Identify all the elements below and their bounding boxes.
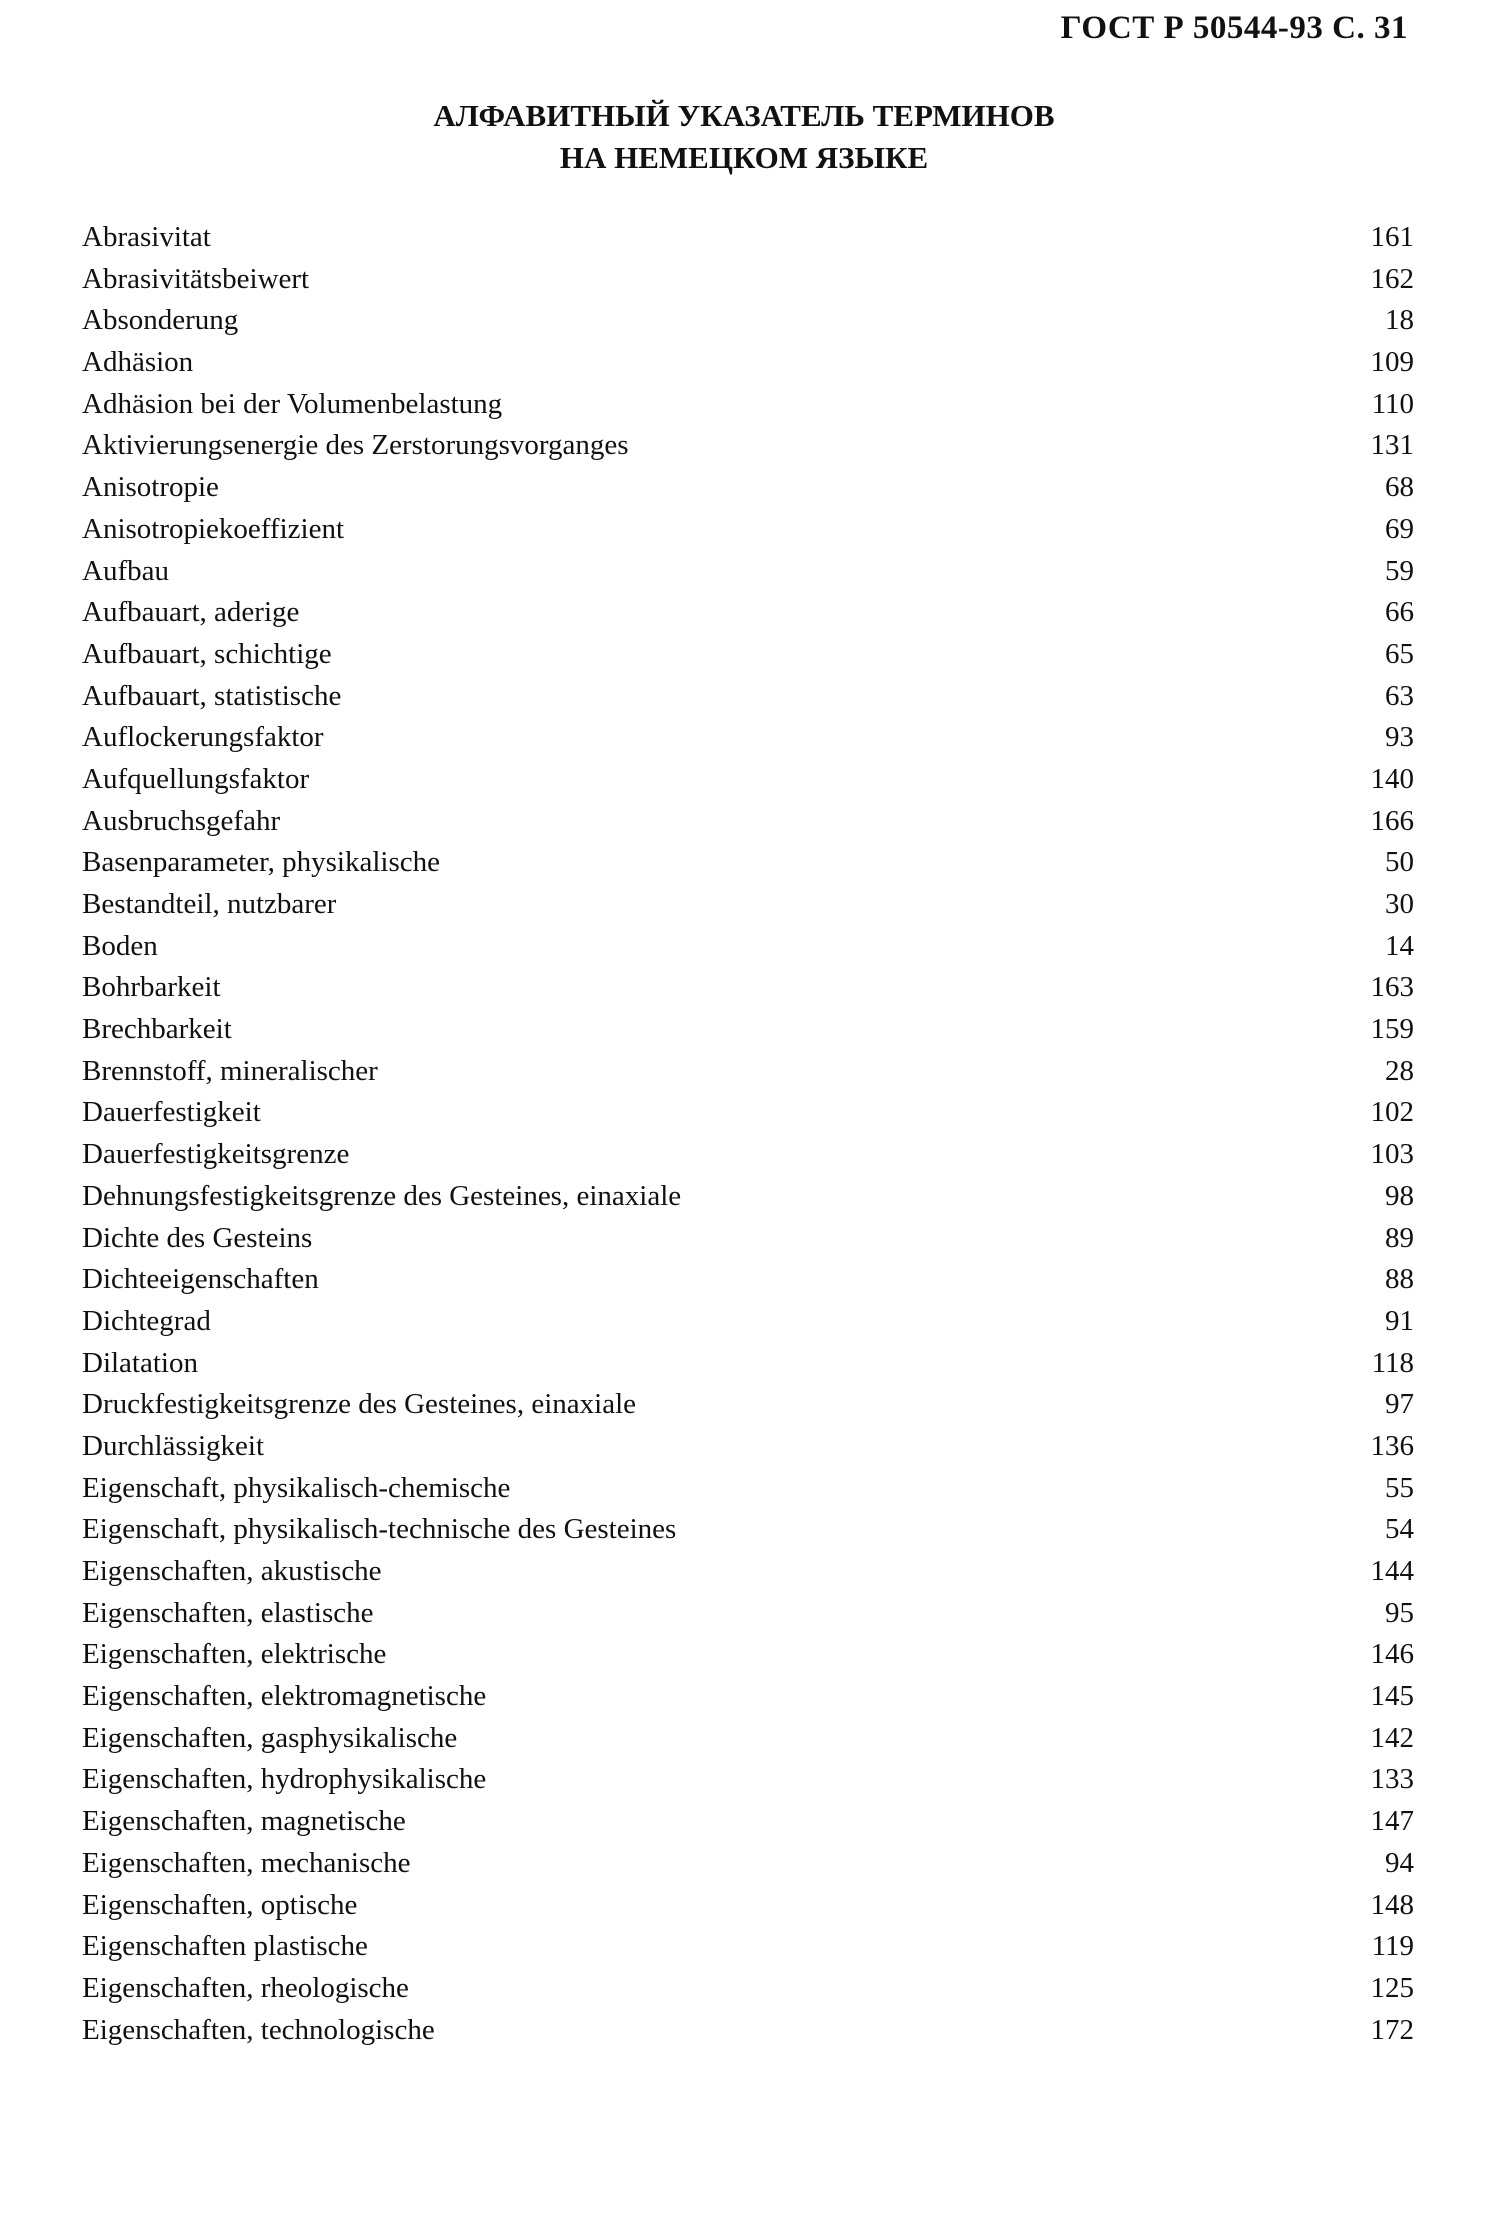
index-entry [82,1009,1414,1051]
index-entry [82,801,1414,843]
index-term: Dichte des Gesteins [82,1221,313,1254]
index-term: Durchlässigkeit [82,1429,265,1462]
index-term: Aufquellungsfaktor [82,762,310,795]
index-term: Basenparameter, physikalische [82,846,440,879]
index-term: Druckfestigkeitsgrenze des Gesteines, einaxiale [82,1388,637,1421]
index-term: Eigenschaften, technologische [82,2013,435,2046]
index-page-number: 89 [1385,1221,1414,1254]
index-page-number: 147 [1370,1805,1414,1838]
index-term: Eigenschaften, akustische [82,1555,382,1587]
index-entry [82,300,1414,342]
index-entry [82,717,1414,759]
index-entry [82,1718,1414,1760]
index-page-number: 88 [1385,1263,1414,1296]
index-page-number: 98 [1385,1179,1414,1212]
index-page-number: 142 [1370,1721,1414,1754]
index-page-number: 146 [1370,1638,1414,1671]
index-page-number: 14 [1385,929,1414,962]
index-term: Dichteeigenschaften [82,1263,319,1296]
index-entry [82,1801,1414,1843]
index-term: Absonderung [82,304,239,337]
index-entry [82,1259,1414,1301]
index-entry [82,967,1414,1009]
index-page-number: 125 [1370,1971,1414,2004]
index-page-number: 136 [1370,1429,1414,1462]
index-entry [82,1926,1414,1968]
index-entry [82,884,1414,926]
index-page-number: 30 [1385,888,1414,920]
index-entry [82,217,1414,259]
index-term: Adhäsion [82,346,194,379]
index-page-number: 63 [1385,679,1414,712]
index-term: Eigenschaften, rheologische [82,1971,409,2004]
index-page-number: 18 [1385,304,1414,337]
index-term: Eigenschaft, physikalisch-chemische [82,1471,511,1504]
index-page-number: 28 [1385,1054,1414,1087]
index-page-number: 69 [1385,512,1414,545]
index-term: Eigenschaften, hydrophysikalische [82,1763,487,1796]
index-entry [82,1218,1414,1260]
index-page-number: 144 [1370,1555,1414,1587]
index-entry [82,425,1414,467]
index-page-number: 163 [1370,971,1414,1004]
index-entry [82,1092,1414,1134]
index-entry [82,1384,1414,1426]
index-page-number: 68 [1385,471,1414,504]
term-index-list [82,217,1414,2051]
index-term: Aufbauart, statistische [82,679,342,712]
index-entry [82,1468,1414,1510]
index-term: Ausbruchsgefahr [82,804,281,837]
index-page-number: 166 [1370,804,1414,837]
index-page-number: 93 [1385,721,1414,754]
index-entry [82,1593,1414,1635]
index-page-number: 54 [1385,1513,1414,1546]
index-entry [82,1134,1414,1176]
index-term: Brennstoff, mineralischer [82,1054,378,1087]
index-page-number: 110 [1371,387,1414,420]
index-term: Anisotropiekoeffizient [82,512,345,545]
index-entry [82,509,1414,551]
index-page-number: 50 [1385,846,1414,879]
index-term: Eigenschaften, elektrische [82,1638,387,1671]
index-page-number: 65 [1385,637,1414,670]
index-page-number: 162 [1370,262,1414,295]
index-term: Dauerfestigkeitsgrenze [82,1138,350,1171]
index-term: Abrasivitat [82,221,211,253]
index-term: Eigenschaften, elastische [82,1596,374,1629]
index-term: Bohrbarkeit [82,971,221,1004]
index-term: Eigenschaften, mechanische [82,1846,411,1879]
title-line-2: НА НЕМЕЦКОМ ЯЗЫКЕ [559,140,929,175]
index-page-number: 145 [1370,1680,1414,1713]
index-entry [82,842,1414,884]
index-term: Brechbarkeit [82,1013,232,1046]
index-entry [82,676,1414,718]
index-entry [82,592,1414,634]
index-entry [82,759,1414,801]
index-term: Eigenschaften, elektromagnetische [82,1680,487,1713]
index-entry [82,1759,1414,1801]
index-term: Dilatation [82,1346,198,1379]
title-line-1: АЛФАВИТНЫЙ УКАЗАТЕЛЬ ТЕРМИНОВ [433,98,1055,133]
index-term: Dauerfestigkeit [82,1096,261,1129]
index-entry [82,1509,1414,1551]
index-page-number: 172 [1370,2013,1414,2046]
index-term: Eigenschaften, gasphysikalische [82,1721,458,1754]
index-term: Eigenschaft, physikalisch-technische des Gesteines [82,1513,677,1546]
document-reference: ГОСТ Р 50544-93 С. 31 [1060,10,1408,46]
index-entry [82,259,1414,301]
index-entry [82,926,1414,968]
index-page-number: 148 [1370,1888,1414,1921]
index-term: Dichtegrad [82,1304,211,1337]
index-page-number: 109 [1370,346,1414,379]
index-term: Abrasivitätsbeiwert [82,262,310,295]
index-entry [82,1676,1414,1718]
index-page-number: 94 [1385,1846,1414,1879]
index-entry [82,1176,1414,1218]
index-page-number: 133 [1370,1763,1414,1796]
index-entry [82,1051,1414,1093]
index-entry [82,634,1414,676]
index-entry [82,1426,1414,1468]
index-term: Aufbauart, schichtige [82,637,332,670]
index-page-number: 97 [1385,1388,1414,1421]
index-page-number: 131 [1370,429,1414,462]
index-page-number: 103 [1370,1138,1414,1171]
index-page-number: 161 [1370,221,1414,253]
index-entry [82,384,1414,426]
index-entry [82,1551,1414,1593]
index-term: Auflockerungsfaktor [82,721,324,754]
index-page-number: 159 [1370,1013,1414,1046]
index-entry [82,467,1414,509]
index-entry [82,1634,1414,1676]
index-page-number: 102 [1370,1096,1414,1129]
index-term: Eigenschaften, magnetische [82,1805,406,1838]
index-entry [82,2010,1414,2052]
index-entry [82,1301,1414,1343]
index-term: Eigenschaften, optische [82,1888,358,1921]
index-entry [82,1843,1414,1885]
index-entry [82,1968,1414,2010]
index-page-number: 118 [1371,1346,1414,1379]
index-page-number: 55 [1385,1471,1414,1504]
index-term: Aufbauart, aderige [82,596,300,629]
index-term: Aufbau [82,554,169,587]
index-entry [82,342,1414,384]
index-term: Dehnungsfestigkeitsgrenze des Gesteines, einaxiale [82,1179,682,1212]
index-term: Boden [82,929,158,962]
index-page-number: 66 [1385,596,1414,629]
index-page-number: 59 [1385,554,1414,587]
index-term: Anisotropie [82,471,219,504]
index-entry [82,1343,1414,1385]
page-title [0,95,1488,179]
index-term: Eigenschaften plastische [82,1930,368,1963]
index-entry [82,551,1414,593]
index-term: Adhäsion bei der Volumenbelastung [82,387,503,420]
index-term: Aktivierungsenergie des Zerstorungsvorganges [82,429,629,462]
index-page-number: 119 [1371,1930,1414,1963]
index-page-number: 140 [1370,762,1414,795]
index-term: Bestandteil, nutzbarer [82,888,337,920]
index-entry [82,1885,1414,1927]
index-page-number: 91 [1385,1304,1414,1337]
index-page-number: 95 [1385,1596,1414,1629]
